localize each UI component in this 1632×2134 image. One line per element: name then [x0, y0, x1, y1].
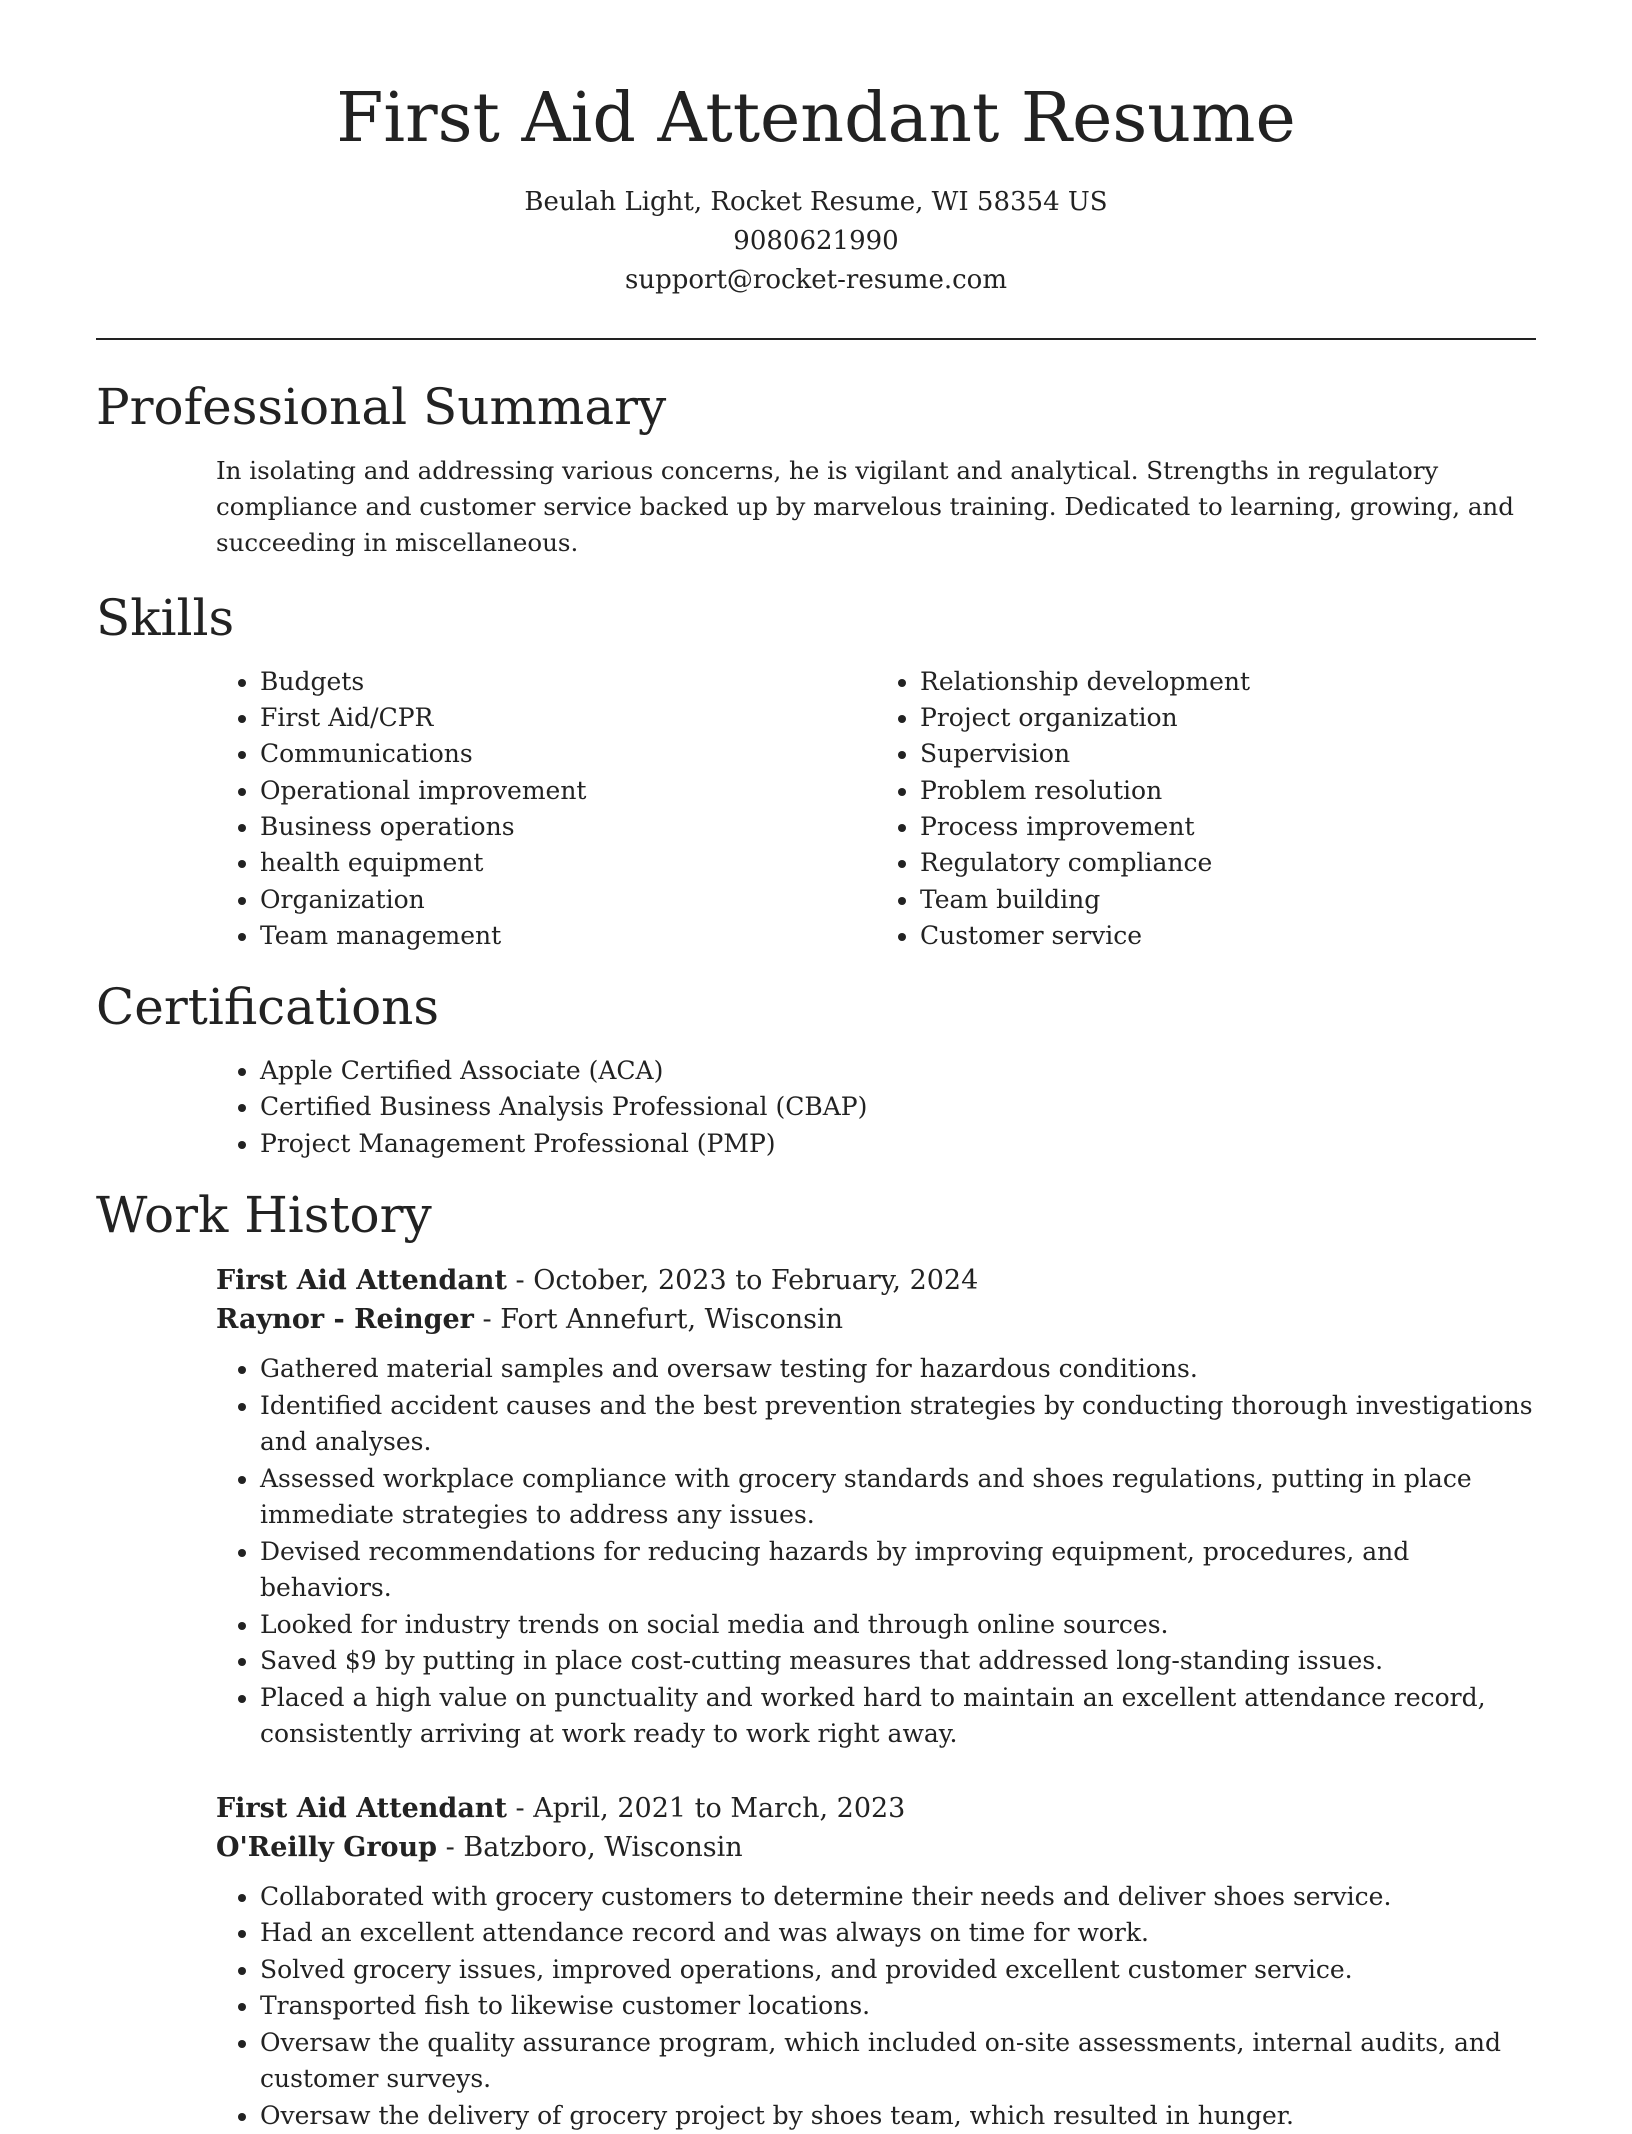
skill-item: • Customer service: [920, 918, 1536, 954]
job-role-line: [216, 1261, 1536, 1300]
job-role: First Aid Attendant: [216, 1792, 507, 1824]
skill-item: • Supervision: [920, 736, 1536, 772]
job-entry: [216, 1261, 1536, 1753]
job-bullets: [216, 1879, 1536, 2134]
certifications-section: [96, 980, 1536, 1162]
resume-header: [96, 0, 1536, 300]
certification-item: • Apple Certified Associate (ACA): [260, 1053, 1536, 1089]
skill-item: • Regulatory compliance: [920, 845, 1536, 881]
skill-item: • Organization: [260, 882, 876, 918]
job-bullet: • Assessed workplace compliance with grocery standards and shoes regulations, putting in place immediate strategies to address any issues.: [260, 1461, 1536, 1534]
job-bullet: • Transported fish to likewise customer locations.: [260, 1988, 1536, 2025]
skill-item: • Budgets: [260, 664, 876, 700]
skill-item: • Project organization: [920, 700, 1536, 736]
summary-section: [96, 377, 1536, 561]
resume-title: First Aid Attendant Resume: [336, 79, 1296, 158]
job-dates: - April, 2021 to March, 2023: [506, 1792, 906, 1824]
job-bullet: • Collaborated with grocery customers to determine their needs and deliver shoes service.: [260, 1879, 1536, 1916]
certification-item: • Project Management Professional (PMP): [260, 1126, 1536, 1162]
contact-email: support@rocket-resume.com: [624, 264, 1007, 295]
certifications-list: [216, 1053, 1536, 1162]
skill-item: • health equipment: [260, 845, 876, 881]
certification-item: • Certified Business Analysis Professional (CBAP): [260, 1089, 1536, 1125]
skill-item: • Process improvement: [920, 809, 1536, 845]
skills-section: [96, 588, 1536, 954]
work-history-section: [96, 1188, 1536, 2134]
job-role: First Aid Attendant: [216, 1265, 507, 1297]
job-role-line: [216, 1789, 1536, 1828]
certifications-title: Certifications: [96, 978, 440, 1037]
skills-left-list: [216, 664, 876, 954]
job-dates: - October, 2023 to February, 2024: [506, 1265, 979, 1297]
job-entry: [216, 1789, 1536, 2134]
skills-columns: [216, 664, 1536, 954]
skill-item: • Team building: [920, 882, 1536, 918]
job-bullet: • Devised recommendations for reducing hazards by improving equipment, procedures, and behaviors.: [260, 1534, 1536, 1607]
job-bullet: • Had an excellent attendance record and was always on time for work.: [260, 1915, 1536, 1952]
summary-title: Professional Summary: [96, 377, 667, 436]
job-location: - Fort Annefurt, Wisconsin: [473, 1304, 844, 1336]
job-bullet: • Oversaw the delivery of grocery project by shoes team, which resulted in hunger.: [260, 2098, 1536, 2134]
job-company: Raynor - Reinger: [216, 1304, 474, 1336]
job-company-line: [216, 1300, 1536, 1339]
job-bullet: • Saved $9 by putting in place cost-cutting measures that addressed long-standing issues.: [260, 1643, 1536, 1680]
skill-item: • Team management: [260, 918, 876, 954]
job-location: - Batzboro, Wisconsin: [437, 1831, 743, 1863]
contact-address: Beulah Light, Rocket Resume, WI 58354 US: [524, 186, 1108, 217]
skill-item: • Communications: [260, 736, 876, 772]
job-company-line: [216, 1828, 1536, 1867]
job-bullet: • Placed a high value on punctuality and worked hard to maintain an excellent attendance record, consistently arriving at work ready to work right away.: [260, 1680, 1536, 1753]
skill-item: • First Aid/CPR: [260, 700, 876, 736]
skill-item: • Problem resolution: [920, 773, 1536, 809]
skills-title: Skills: [96, 588, 235, 647]
job-bullet: • Gathered material samples and oversaw testing for hazardous conditions.: [260, 1351, 1536, 1388]
skill-item: • Relationship development: [920, 664, 1536, 700]
skill-item: • Operational improvement: [260, 773, 876, 809]
contact-phone: 9080621990: [733, 225, 899, 256]
header-divider: [96, 338, 1536, 340]
job-bullet: • Solved grocery issues, improved operations, and provided excellent customer service.: [260, 1952, 1536, 1989]
work-history-title: Work History: [96, 1186, 432, 1245]
job-bullets: [216, 1351, 1536, 1753]
job-bullet: • Looked for industry trends on social media and through online sources.: [260, 1607, 1536, 1644]
job-bullet: • Oversaw the quality assurance program, which included on-site assessments, internal audits, and customer surveys.: [260, 2025, 1536, 2098]
job-company: O'Reilly Group: [216, 1831, 438, 1863]
summary-text: In isolating and addressing various concerns, he is vigilant and analytical. Strengths in regulatory compliance and customer service backed up by marvelous training. Dedicated to learning, growing, and succeeding in miscellaneous.: [216, 455, 1514, 557]
skills-right-list: [876, 664, 1536, 954]
job-bullet: • Identified accident causes and the best prevention strategies by conducting thorough investigations and analyses.: [260, 1388, 1536, 1461]
skill-item: • Business operations: [260, 809, 876, 845]
